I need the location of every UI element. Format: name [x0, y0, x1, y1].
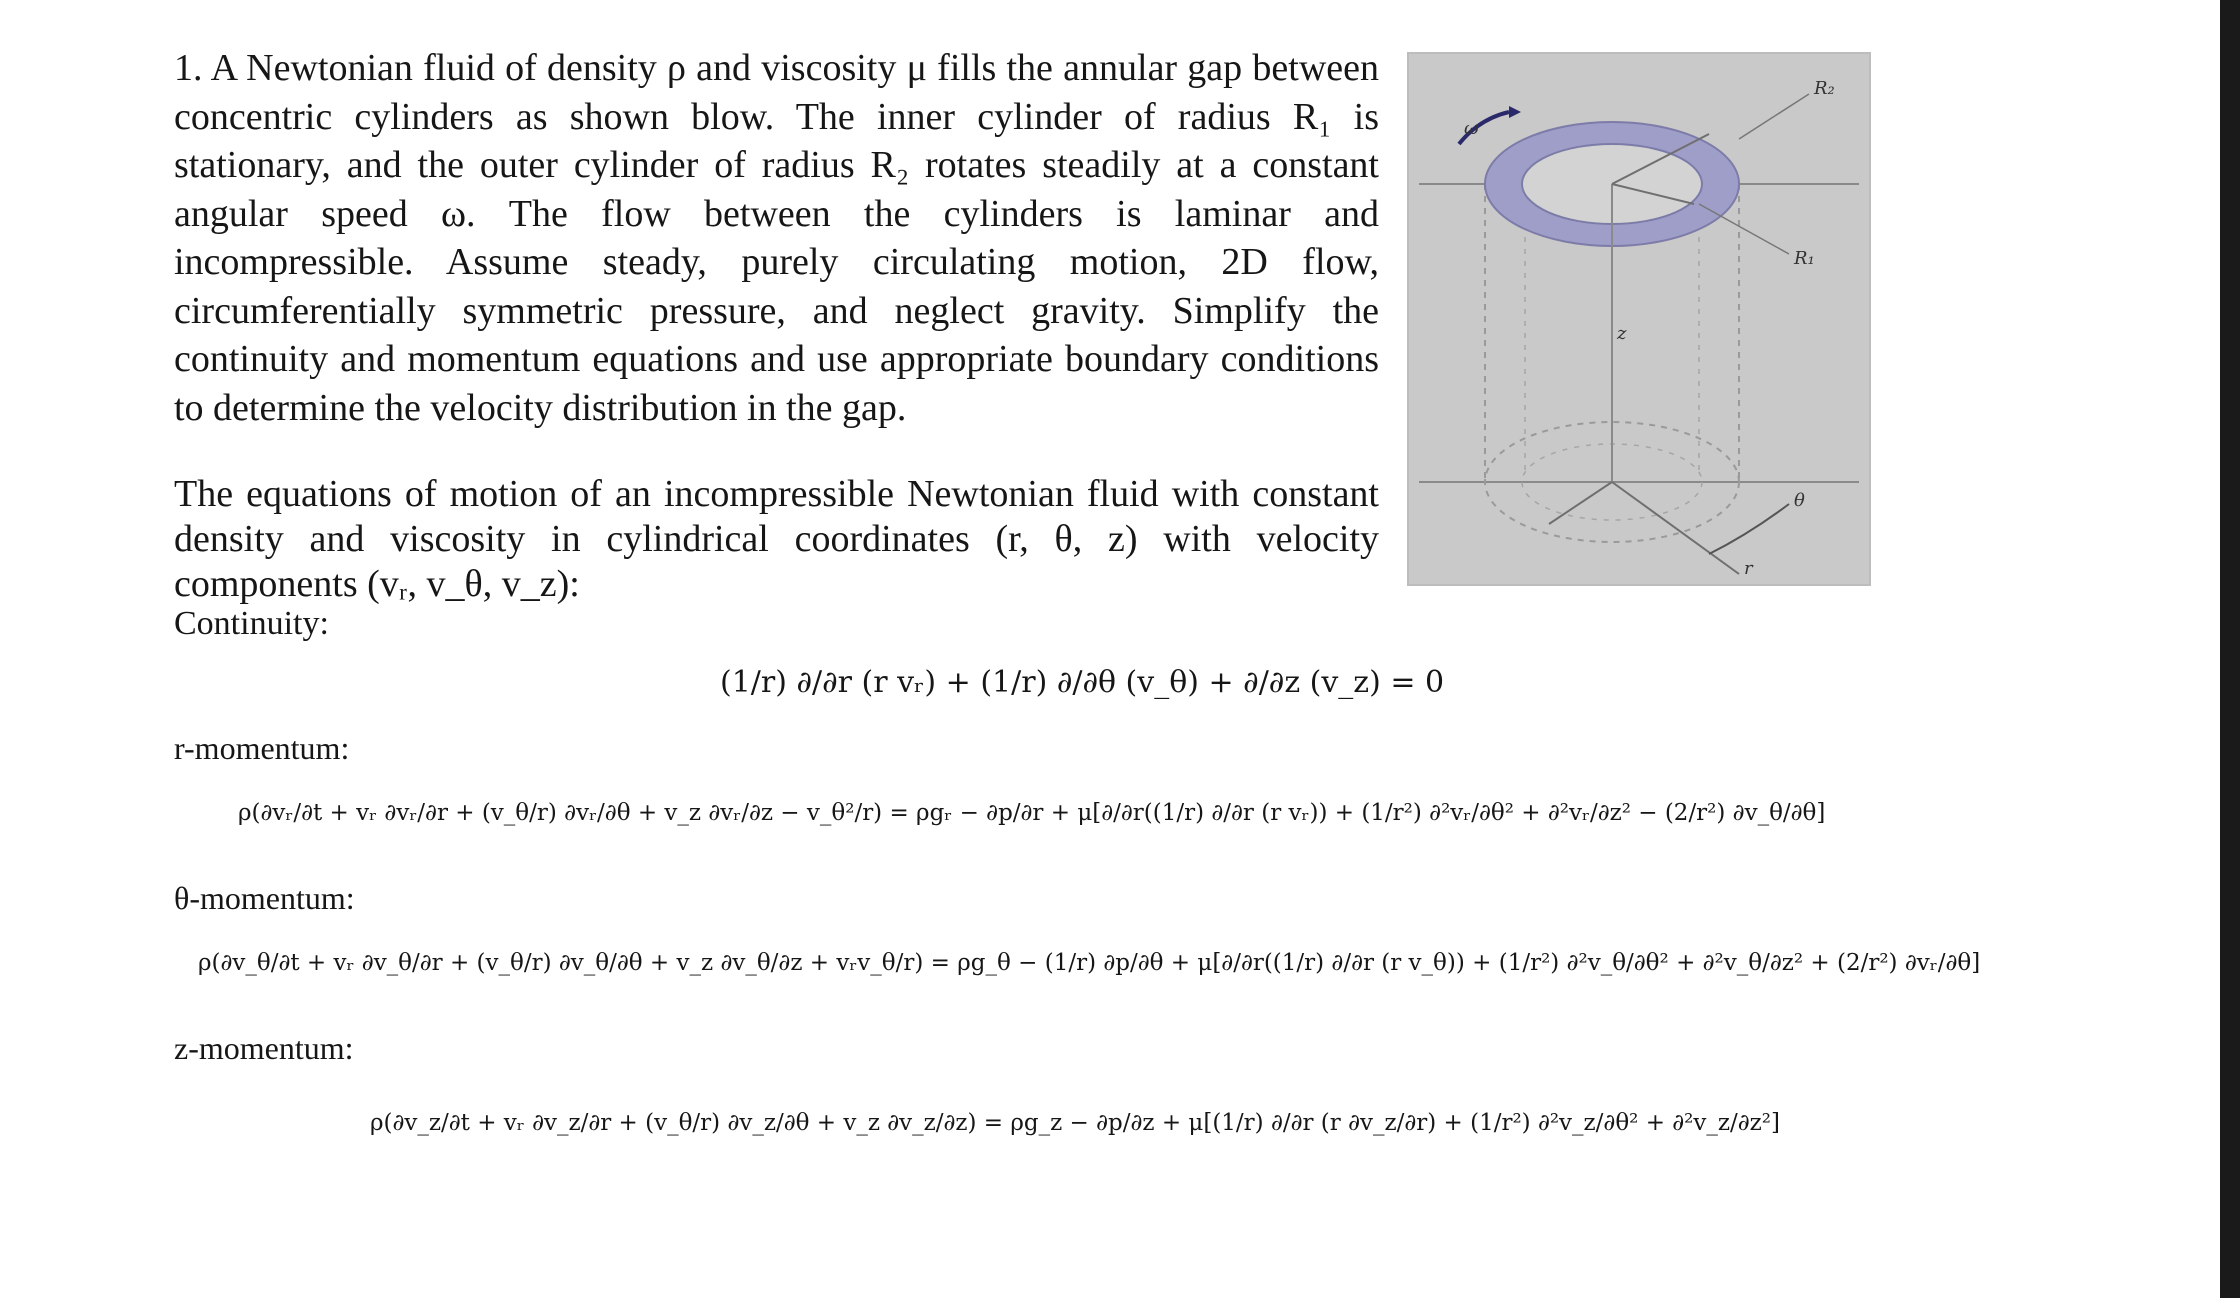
z-momentum-equation: ρ(∂v_z/∂t + vᵣ ∂v_z/∂r + (v_θ/r) ∂v_z/∂θ + v_z ∂v_z/∂z) = ρg_z − ∂p/∂z + μ[(1/r) ∂/∂r (r ∂v_z/∂r) + (1/r²) ∂²v_z/∂θ² + ∂²v_z/∂z²] — [370, 1110, 1780, 1136]
theta-momentum-label: θ-momentum: — [174, 880, 355, 916]
theta-momentum-equation: ρ(∂v_θ/∂t + vᵣ ∂v_θ/∂r + (v_θ/r) ∂v_θ/∂θ + v_z ∂v_θ/∂z + vᵣv_θ/r) = ρg_θ − (1/r) ∂p/∂θ + μ[∂/∂r((1/r) ∂/∂r (r v_θ)) + (1/r²) ∂²v_θ/∂θ² + ∂²v_θ/∂z² + (2/r²) ∂vᵣ/∂θ] — [198, 950, 1981, 976]
r-momentum-label: r-momentum: — [174, 730, 350, 766]
equations-intro — [174, 472, 1379, 607]
r-momentum-equation: ρ(∂vᵣ/∂t + vᵣ ∂vᵣ/∂r + (v_θ/r) ∂vᵣ/∂θ + v_z ∂vᵣ/∂z − v_θ²/r) = ρgᵣ − ∂p/∂r + μ[∂/∂r((1/r) ∂/∂r (r vᵣ)) + (1/r²) ∂²vᵣ/∂θ² + ∂²vᵣ/∂z² − (2/r²) ∂v_θ/∂θ] — [238, 800, 1826, 826]
label-theta: θ — [1794, 490, 1805, 511]
cylinder-figure — [1407, 52, 1871, 586]
problem-text: 1. A Newtonian fluid of density ρ and viscosity μ fills the annular gap between concentric cylinders as shown blow. The inner cylinder of radius R₁ is stationary, and the outer cylinder of radius R₂ rotates steadily at a constant angular speed ω. The flow between the cylinders is laminar and incompressible. Assume steady, purely circulating motion, 2D flow, circumferentially symmetric pressure, and neglect gravity. Simplify the continuity and momentum equations and use appropriate boundary conditions to determine the velocity distribution in the gap. — [174, 47, 1379, 429]
intro-text: The equations of motion of an incompressible Newtonian fluid with constant density and viscosity in cylindrical coordinates (r, θ, z) with velocity components (vᵣ, v_θ, v_z): — [174, 473, 1379, 605]
label-r2: R₂ — [1814, 78, 1835, 99]
label-omega: ω — [1464, 118, 1479, 139]
label-r: r — [1744, 558, 1753, 579]
label-r1: R₁ — [1794, 248, 1815, 269]
label-z: z — [1617, 323, 1627, 344]
window-edge — [2220, 0, 2240, 1298]
continuity-label: Continuity: — [174, 605, 329, 642]
problem-statement — [174, 44, 1379, 432]
continuity-equation: (1/r) ∂/∂r (r vᵣ) + (1/r) ∂/∂θ (v_θ) + ∂/∂z (v_z) = 0 — [720, 665, 1445, 700]
z-momentum-label: z-momentum: — [174, 1030, 354, 1066]
concentric-cylinders-diagram — [1409, 54, 1869, 584]
